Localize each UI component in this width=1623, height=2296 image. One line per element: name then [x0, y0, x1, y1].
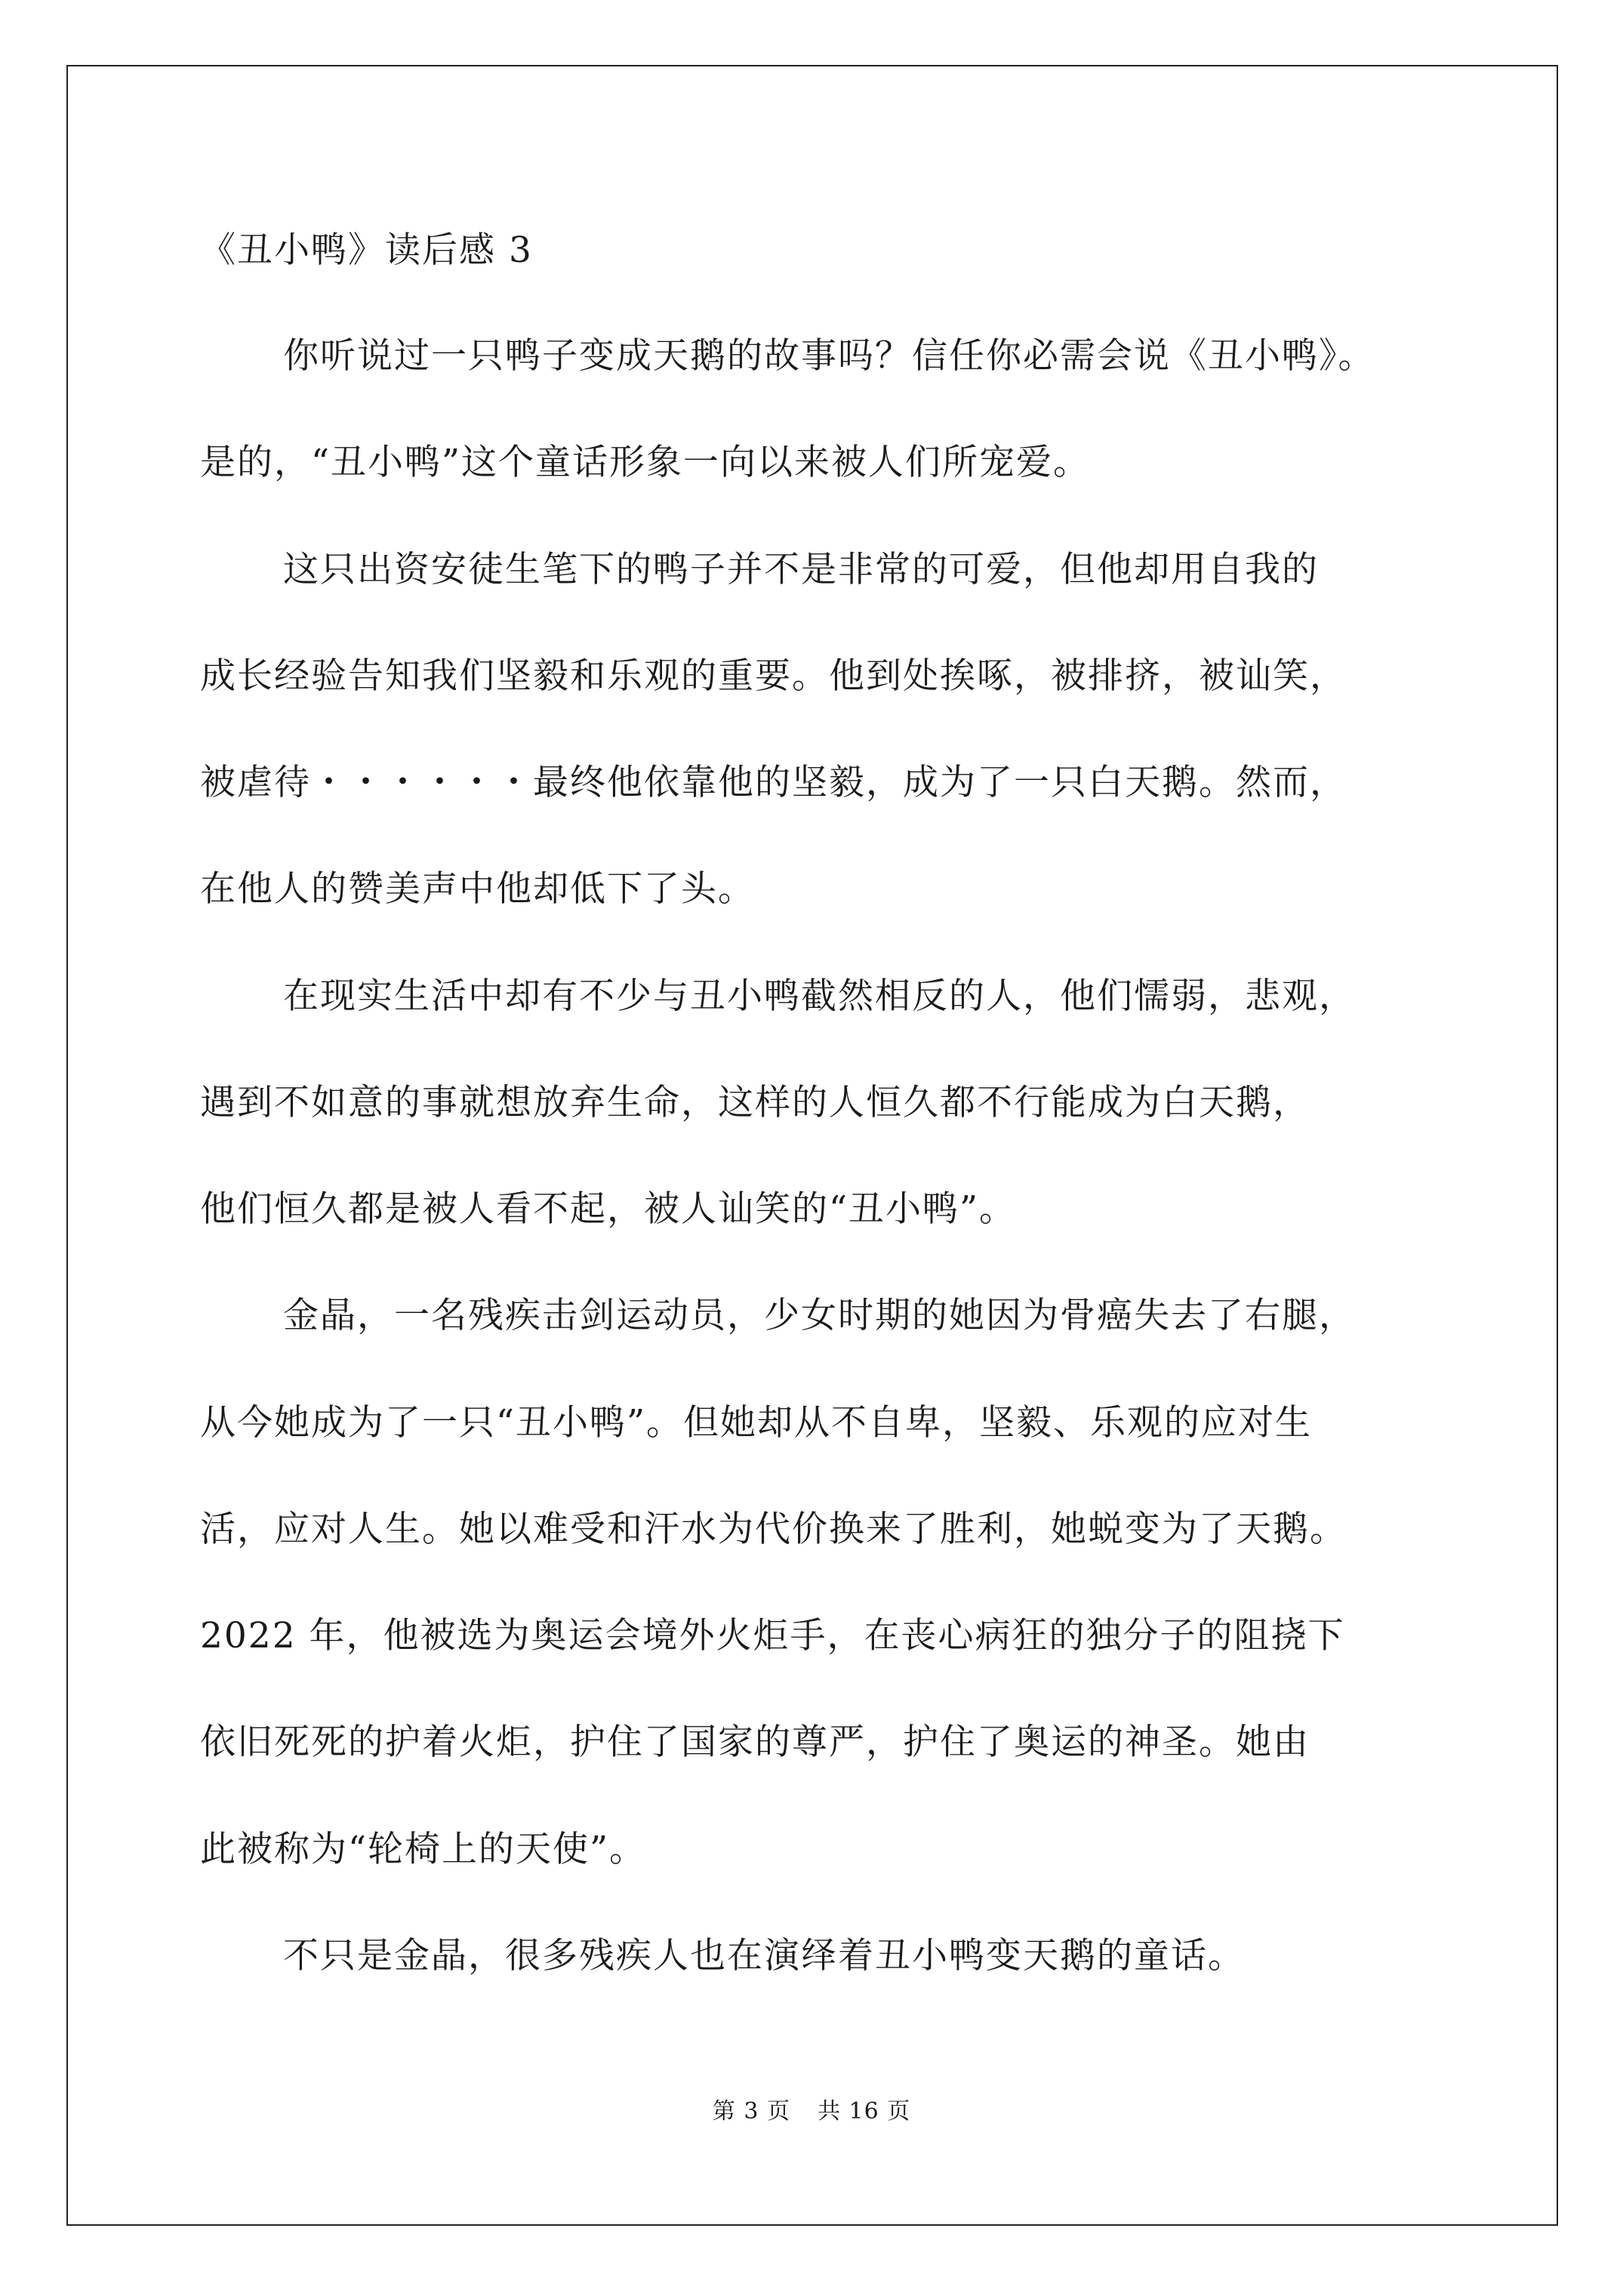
page-border	[66, 65, 1558, 2226]
text-line: 此被称为“轮椅上的天使”。	[200, 1829, 647, 1870]
text-line: 成长经验告知我们坚毅和乐观的重要。他到处挨啄，被排挤，被讪笑，	[200, 655, 1347, 697]
text-line: 遇到不如意的事就想放弃生命，这样的人恒久都不行能成为白天鹅，	[200, 1082, 1310, 1123]
document-title: 《丑小鸭》读后感 3	[200, 230, 533, 271]
text-line: 是的，“丑小鸭”这个童话形象一向以来被人们所宠爱。	[200, 442, 1091, 483]
text-line: 从今她成为了一只“丑小鸭”。但她却从不自卑，坚毅、乐观的应对生	[200, 1402, 1313, 1444]
text-line: 他们恒久都是被人看不起，被人讪笑的“丑小鸭”。	[200, 1188, 1017, 1230]
text-line: 不只是金晶，很多残疾人也在演绎着丑小鸭变天鹅的童话。	[283, 1935, 1245, 1977]
text-line: 活，应对人生。她以难受和汗水为代价换来了胜利，她蜕变为了天鹅。	[200, 1509, 1347, 1550]
text-line: 在现实生活中却有不少与丑小鸭截然相反的人，他们懦弱，悲观，	[283, 975, 1356, 1017]
page-footer	[0, 2097, 1623, 2127]
text-line: 2022 年，他被选为奥运会境外火炬手，在丧心病狂的独分子的阻挠下	[200, 1615, 1345, 1657]
text-line: 这只出资安徒生笔下的鸭子并不是非常的可爱，但他却用自我的	[283, 549, 1319, 590]
text-line: 金晶，一名残疾击剑运动员，少女时期的她因为骨癌失去了右腿，	[283, 1295, 1356, 1336]
page-number: 第 3 页	[712, 2098, 790, 2125]
text-line: 依旧死死的护着火炬，护住了国家的尊严，护住了奥运的神圣。她由	[200, 1721, 1310, 1763]
page-total: 共 16 页	[817, 2098, 911, 2125]
text-line: 被虐待・・・・・・最终他依靠他的坚毅，成为了一只白天鹅。然而，	[200, 762, 1347, 803]
text-line: 在他人的赞美声中他却低下了头。	[200, 868, 755, 910]
text-line: 你听说过一只鸭子变成天鹅的故事吗？信任你必需会说《丑小鸭》。	[283, 335, 1375, 377]
